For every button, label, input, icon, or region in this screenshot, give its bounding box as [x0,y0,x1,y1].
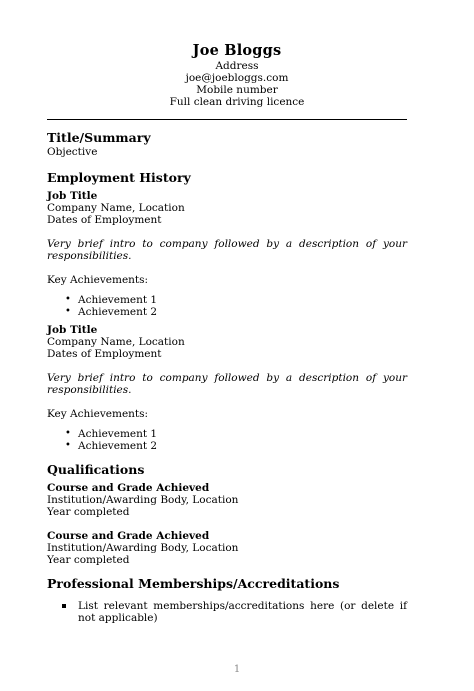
address-line: Address [215,60,259,72]
job-company: Company Name, Location [47,336,185,348]
year-completed: Year completed [47,554,130,566]
job-description: Very brief intro to company followed by a description of your responsibilities. [47,372,407,396]
job-entry [47,324,407,452]
memberships-heading: Professional Memberships/Accreditations [47,576,340,591]
achievement-text: Achievement 2 [78,306,158,318]
job-description: Very brief intro to company followed by a description of your responsibilities. [47,238,407,262]
year-completed: Year completed [47,506,130,518]
employment-heading: Employment History [47,170,191,185]
job-title: Job Title [47,190,98,202]
job-title: Job Title [47,324,98,336]
achievements-list [47,294,407,318]
job-company: Company Name, Location [47,202,185,214]
list-item [65,428,407,440]
resume-header [0,42,474,108]
membership-text: List relevant memberships/accreditations here (or delete if not applicable) [78,600,407,624]
summary-objective: Objective [47,146,98,158]
bullet-icon: • [65,440,71,451]
qualification-entry [47,482,407,518]
summary-heading: Title/Summary [47,130,151,145]
achievement-text: Achievement 2 [78,440,158,452]
key-achievements-label: Key Achievements: [47,408,149,420]
course-title: Course and Grade Achieved [47,482,210,494]
resume-body [47,130,407,624]
list-item [65,294,407,306]
page-number: 1 [233,664,241,675]
job-entry [47,190,407,318]
achievements-list [47,428,407,452]
square-bullet-icon [62,604,66,608]
list-item [62,600,407,624]
candidate-name: Joe Bloggs [192,42,282,59]
key-achievements-label: Key Achievements: [47,274,149,286]
list-item [65,440,407,452]
qualification-entry [47,530,407,566]
course-title: Course and Grade Achieved [47,530,210,542]
list-item [65,306,407,318]
job-dates: Dates of Employment [47,348,162,360]
achievement-text: Achievement 1 [78,294,158,306]
licence-line: Full clean driving licence [169,96,305,108]
institution: Institution/Awarding Body, Location [47,494,239,506]
email-line: joe@joebloggs.com [185,72,289,84]
bullet-icon: • [65,428,71,439]
mobile-line: Mobile number [196,84,278,96]
achievement-text: Achievement 1 [78,428,158,440]
bullet-icon: • [65,294,71,305]
header-divider [47,119,407,120]
institution: Institution/Awarding Body, Location [47,542,239,554]
qualifications-heading: Qualifications [47,462,145,477]
bullet-icon: • [65,306,71,317]
job-dates: Dates of Employment [47,214,162,226]
memberships-list [47,600,407,624]
